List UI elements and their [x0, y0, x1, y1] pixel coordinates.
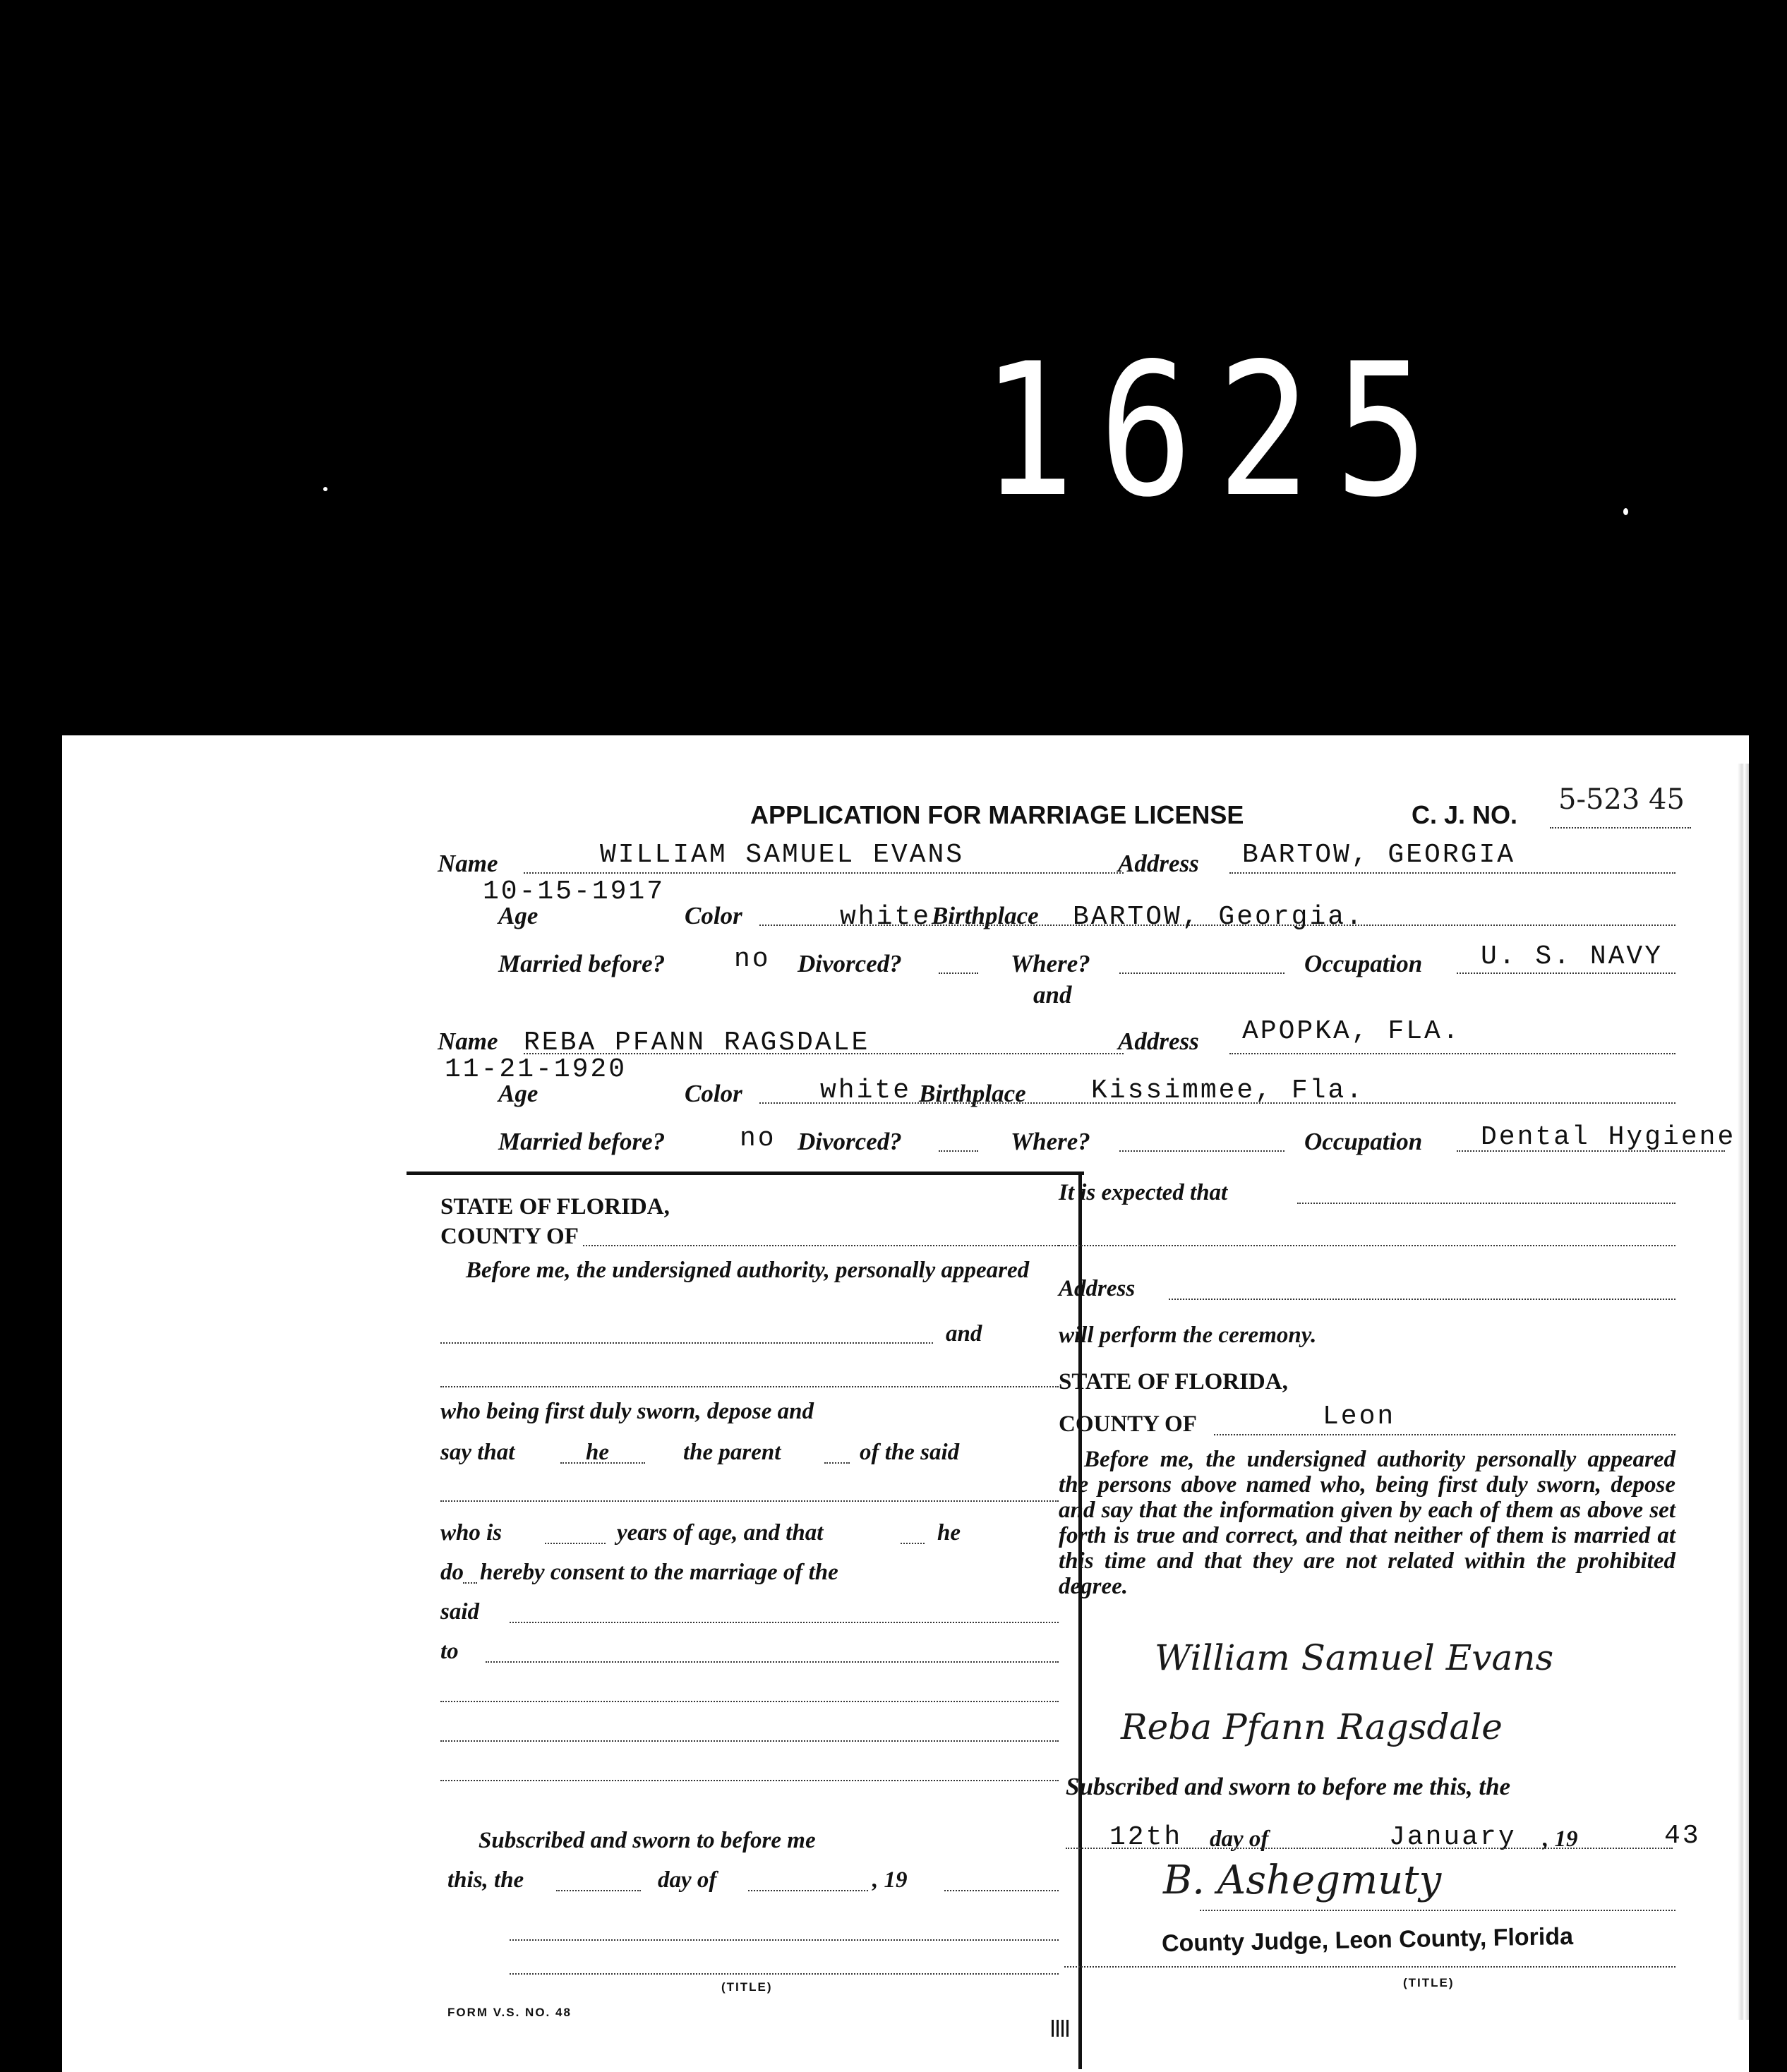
rule [1059, 1245, 1675, 1246]
rule [463, 1582, 477, 1584]
affidavit-19: , 19 [1543, 1826, 1578, 1852]
groom-where-label: Where? [1011, 950, 1090, 977]
rule [1119, 972, 1284, 974]
rule [440, 1740, 1059, 1742]
groom-age-label: Age [498, 902, 538, 929]
rule [759, 1102, 1675, 1104]
consent-do: do [440, 1560, 464, 1585]
consent-say-that: say that [440, 1440, 515, 1465]
bride-birthplace-label: Birthplace [919, 1080, 1026, 1107]
rule [440, 1500, 1059, 1502]
bride-name: REBA PFANN RAGSDALE [524, 1028, 870, 1058]
rule [440, 1342, 933, 1344]
groom-address-label: Address [1118, 850, 1199, 877]
bride-birthdate: 11-21-1920 [445, 1054, 627, 1085]
affidavit-day-of: day of [1210, 1826, 1269, 1852]
consent-of-the-said: of the said [860, 1440, 960, 1465]
rule [824, 1462, 850, 1464]
rule [901, 1543, 925, 1544]
consent-to: to [440, 1639, 459, 1664]
rule [759, 924, 1675, 926]
groom-birthdate: 10-15-1917 [483, 877, 666, 907]
groom-name: WILLIAM SAMUEL EVANS [600, 840, 965, 870]
consent-hereby: hereby consent to the marriage of the [480, 1560, 838, 1585]
groom-birthplace-label: Birthplace [932, 902, 1039, 929]
officiant-address-label: Address [1059, 1276, 1136, 1301]
rule [1457, 1150, 1725, 1152]
will-perform: will perform the ceremony. [1059, 1323, 1317, 1348]
bride-married-before: no [740, 1124, 776, 1154]
groom-address: BARTOW, GEORGIA [1242, 840, 1516, 870]
rule [556, 1890, 641, 1891]
judge-title-stamp: County Judge, Leon County, Florida [1161, 1922, 1574, 1958]
cj-number: 5-523 45 [1558, 783, 1685, 816]
marriage-license-form [62, 735, 1749, 2072]
consent-said: said [440, 1599, 480, 1625]
consent-19: , 19 [872, 1867, 908, 1893]
groom-color: white [840, 902, 932, 932]
consent-box-top-border [407, 1171, 1084, 1175]
consent-sworn: who being first duly sworn, depose and [440, 1399, 814, 1424]
consent-intro: Before me, the undersigned authority, personally appeared [466, 1258, 1030, 1283]
expected-label: It is expected that [1059, 1180, 1228, 1205]
consent-and: and [946, 1321, 982, 1347]
bride-signature: Reba Pfann Ragsdale [1121, 1706, 1503, 1747]
form-number: FORM V.S. NO. 48 [447, 2006, 572, 2019]
rule [1457, 972, 1675, 974]
rule [939, 1150, 978, 1152]
affidavit-month: January [1389, 1822, 1517, 1853]
bride-birthplace: Kissimmee, Fla. [1091, 1076, 1365, 1106]
affidavit-county-label: COUNTY OF [1059, 1411, 1197, 1437]
rule [440, 1780, 1059, 1781]
affidavit-day: 12th [1109, 1822, 1183, 1853]
bride-divorced-label: Divorced? [798, 1128, 902, 1155]
consent-who-is: who is [440, 1520, 503, 1546]
rule [583, 1245, 1059, 1246]
consent-day-of: day of [658, 1867, 717, 1893]
consent-state: STATE OF FLORIDA, [440, 1194, 670, 1219]
rule [1064, 1966, 1675, 1968]
rule [1119, 1150, 1284, 1152]
rule [440, 1701, 1059, 1702]
bride-married-before-label: Married before? [498, 1128, 666, 1155]
consent-he2: he [937, 1520, 961, 1546]
judge-signature: B. Ashegmuty [1163, 1857, 1442, 1903]
groom-name-label: Name [438, 850, 498, 877]
groom-color-label: Color [685, 902, 742, 929]
bride-occupation: Dental Hygiene [1481, 1122, 1736, 1152]
form-title: APPLICATION FOR MARRIAGE LICENSE [750, 800, 1244, 829]
affidavit-county: Leon [1323, 1402, 1396, 1432]
rule [1200, 1910, 1675, 1911]
bride-age-label: Age [498, 1080, 538, 1107]
rule [524, 872, 1124, 874]
film-speck [323, 487, 327, 491]
folio-number: 1625 [981, 325, 1453, 538]
bride-name-label: Name [438, 1028, 498, 1055]
groom-occupation-label: Occupation [1304, 950, 1423, 977]
bride-address-label: Address [1118, 1028, 1199, 1055]
rule [545, 1543, 606, 1544]
consent-box-right-border [1078, 1171, 1082, 2069]
affidavit-title-caption: (TITLE) [1403, 1976, 1455, 1989]
rule [939, 972, 978, 974]
rule [1297, 1203, 1675, 1204]
rule [1214, 1434, 1675, 1435]
bride-occupation-label: Occupation [1304, 1128, 1423, 1155]
paper-edge [1738, 764, 1749, 2020]
affidavit-text: Before me, the undersigned authority personally appeared the persons above named who, being first duly sworn, depose and say that the information given by each of them as above set forth is true and correct, and that neither of them is married at this time and that they are not related within the prohibited degree. [1059, 1447, 1675, 1599]
bride-color-label: Color [685, 1080, 742, 1107]
consent-title-caption: (TITLE) [721, 1980, 773, 1994]
consent-subscribed: Subscribed and sworn to before me [479, 1828, 816, 1853]
binding-marks [1052, 2020, 1069, 2037]
groom-married-before: no [734, 944, 771, 975]
groom-signature: William Samuel Evans [1155, 1637, 1554, 1678]
groom-birthplace: BARTOW, Georgia. [1073, 902, 1364, 932]
cj-label: C. J. NO. [1412, 800, 1518, 829]
consent-county-label: COUNTY OF [440, 1224, 579, 1249]
affidavit-subscribed: Subscribed and sworn to before me this, the [1066, 1773, 1511, 1800]
consent-years-of-age: years of age, and that [617, 1520, 824, 1546]
rule [510, 1973, 1059, 1975]
bride-address: APOPKA, FLA. [1242, 1016, 1461, 1047]
rule [1169, 1299, 1675, 1300]
rule [1066, 1848, 1673, 1849]
rule [944, 1890, 1059, 1891]
bride-where-label: Where? [1011, 1128, 1090, 1155]
bride-color: white [820, 1076, 912, 1106]
groom-married-before-label: Married before? [498, 950, 666, 977]
consent-the-parent: the parent [683, 1440, 781, 1465]
affidavit-state: STATE OF FLORIDA, [1059, 1369, 1288, 1395]
rule [1229, 1053, 1675, 1054]
rule [510, 1939, 1059, 1941]
groom-divorced-label: Divorced? [798, 950, 902, 977]
affidavit-year: 43 [1664, 1821, 1701, 1851]
rule [1550, 827, 1691, 829]
groom-occupation: U. S. NAVY [1481, 941, 1663, 972]
rule [440, 1386, 1059, 1387]
and-label: and [1033, 981, 1072, 1008]
rule [486, 1661, 1059, 1663]
rule [748, 1890, 868, 1891]
rule [1229, 872, 1675, 874]
film-speck [1623, 508, 1628, 515]
rule [510, 1622, 1059, 1623]
consent-he: he [586, 1440, 609, 1465]
consent-this-the: this, the [447, 1867, 524, 1893]
